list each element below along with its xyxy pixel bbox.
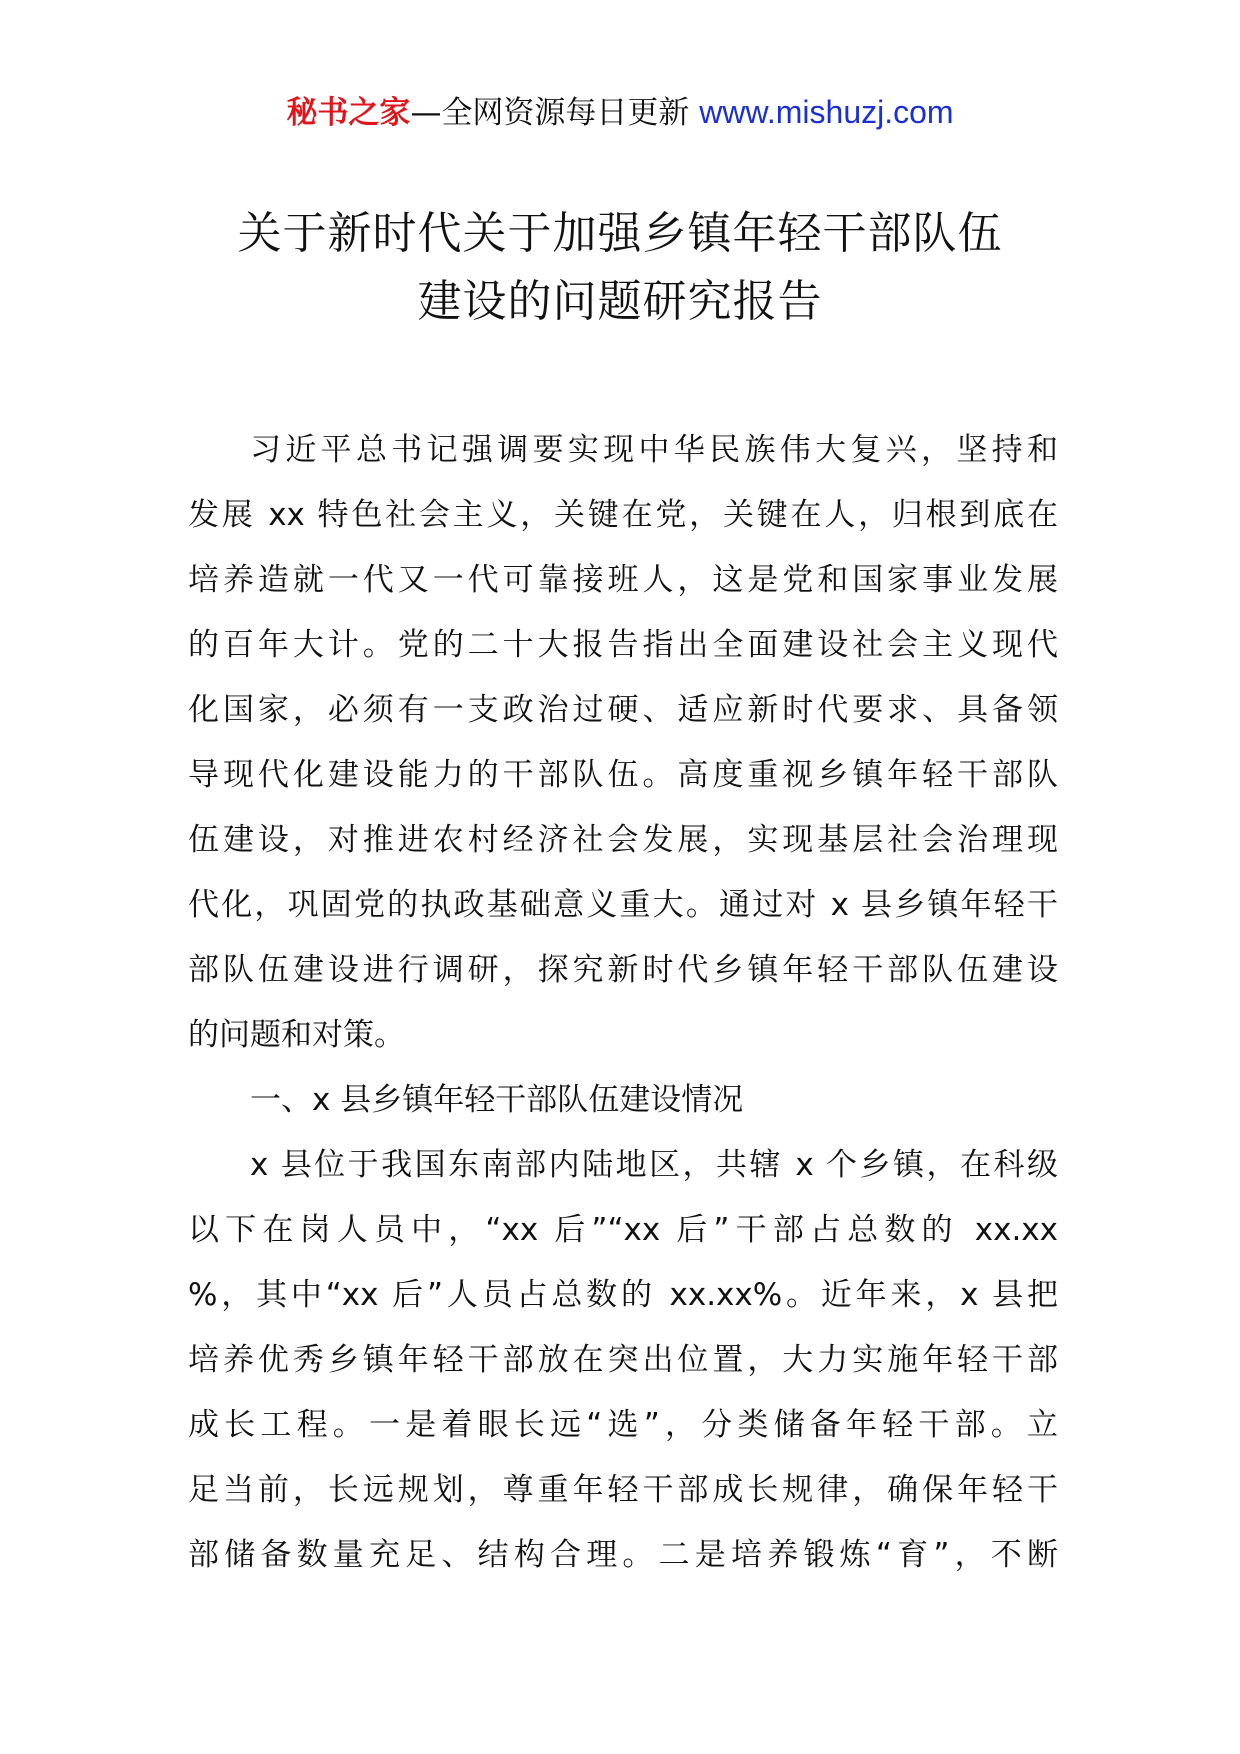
body-line: 的问题和对策。 [188,1017,405,1053]
body-line: 部队伍建设进行调研，探究新时代乡镇年轻干部队伍建设 [188,952,1058,988]
document-body [188,418,1058,1588]
title-line-1: 关于新时代关于加强乡镇年轻干部队伍 [237,208,1003,259]
body-line: 足当前，长远规划，尊重年轻干部成长规律，确保年轻干 [188,1472,1058,1508]
body-line: 培养造就一代又一代可靠接班人，这是党和国家事业发展 [188,562,1058,598]
site-url-link[interactable]: www.mishuzj.com [699,94,954,130]
body-line: %，其中“xx 后”人员占总数的 xx.xx%。近年来，x 县把 [188,1277,1058,1313]
body-line: 代化，巩固党的执政基础意义重大。通过对 x 县乡镇年轻干 [188,887,1058,923]
header-banner [0,92,1240,133]
paragraph-section-1 [188,1133,1058,1588]
body-line: 成长工程。一是着眼长远“选”，分类储备年轻干部。立 [188,1407,1058,1443]
body-line: 的百年大计。党的二十大报告指出全面建设社会主义现代 [188,627,1058,663]
body-line: 部储备数量充足、结构合理。二是培养锻炼“育”，不断 [188,1537,1058,1573]
header-tagline: —全网资源每日更新 [410,95,690,131]
body-line: 发展 xx 特色社会主义，关键在党，关键在人，归根到底在 [188,497,1058,533]
document-title [0,200,1240,336]
body-line: 伍建设，对推进农村经济社会发展，实现基层社会治理现 [188,822,1058,858]
paragraph-intro [188,418,1058,1068]
section-heading [188,1068,1058,1133]
body-line: 培养优秀乡镇年轻干部放在突出位置，大力实施年轻干部 [188,1342,1058,1378]
body-line: 化国家，必须有一支政治过硬、适应新时代要求、具备领 [188,692,1058,728]
title-line-2: 建设的问题研究报告 [417,276,823,327]
body-line: 习近平总书记强调要实现中华民族伟大复兴，坚持和 [250,432,1058,468]
brand-name: 秘书之家 [286,95,411,131]
body-line: 导现代化建设能力的干部队伍。高度重视乡镇年轻干部队 [188,757,1058,793]
section-heading-text: 一、x 县乡镇年轻干部队伍建设情况 [250,1082,744,1118]
body-line: 以下在岗人员中，“xx 后”“xx 后”干部占总数的 xx.xx [188,1212,1058,1248]
body-line: x 县位于我国东南部内陆地区，共辖 x 个乡镇，在科级 [250,1147,1058,1183]
